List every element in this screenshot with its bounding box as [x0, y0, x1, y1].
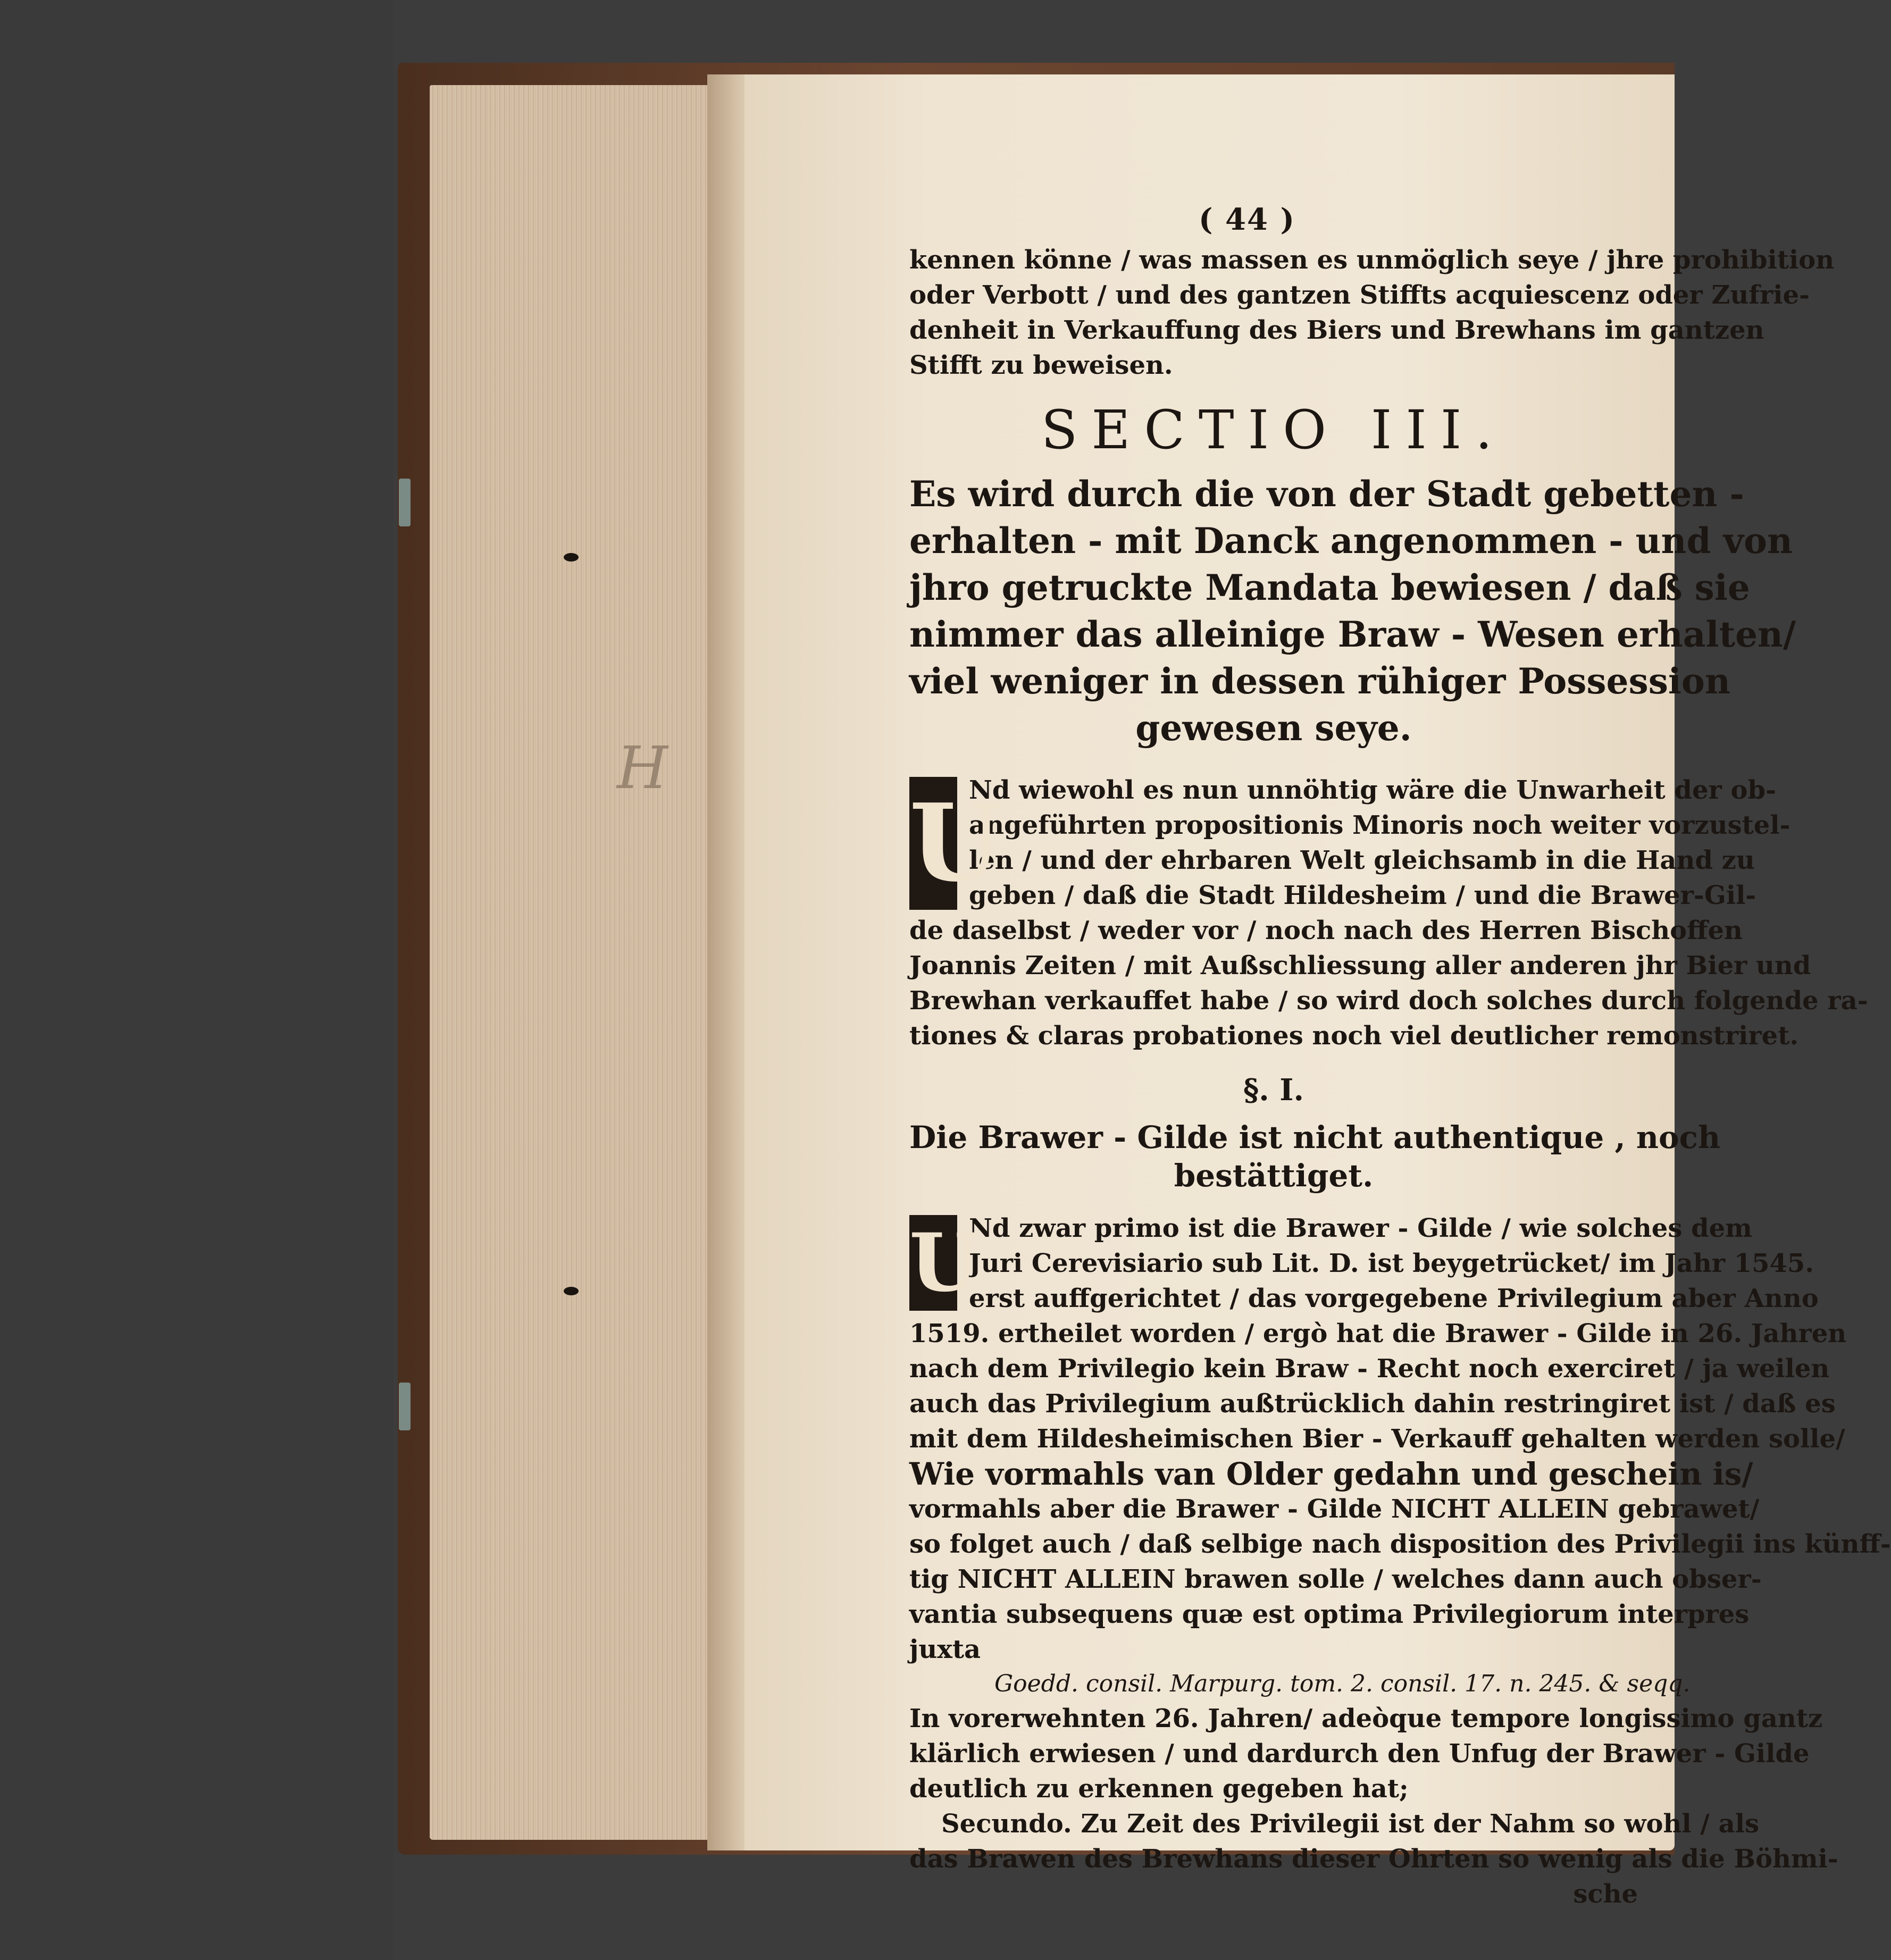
- background-surface: [0, 0, 394, 1960]
- text-line: Secundo. Zu Zeit des Privilegii ist der Nahm so wohl / als: [941, 1809, 1759, 1839]
- text-line: Stifft zu beweisen.: [909, 350, 1173, 380]
- section-title: SECTIO III.: [1041, 399, 1507, 461]
- text-line: sche: [1573, 1879, 1638, 1909]
- heading-line: gewesen seye.: [1135, 707, 1412, 749]
- subsection-label: §. I.: [1243, 1073, 1304, 1108]
- paragraph-2: [909, 1211, 1891, 1667]
- heading-line: erhalten - mit Danck angenommen - und von: [909, 520, 1793, 562]
- text-line: geben / daß die Stadt Hildesheim / und die Brawer-Gil-: [969, 881, 1756, 910]
- text-line: denheit in Verkauffung des Biers und Brewhans im gantzen: [909, 315, 1764, 345]
- text-line: Nd wiewohl es nun unnöhtig wäre die Unwarheit der ob-: [969, 775, 1777, 805]
- text-line: mit dem Hildesheimischen Bier - Verkauff gehalten werden solle/: [909, 1424, 1845, 1454]
- text-line: klärlich erwiesen / und dardurch den Unfug der Brawer - Gilde: [909, 1739, 1810, 1769]
- text-line: so folget auch / daß selbige nach disposition des Privilegii ins künff-: [909, 1529, 1891, 1559]
- citation: Goedd. consil. Marpurg. tom. 2. consil. 17. n. 245. & seqq.: [994, 1670, 1691, 1697]
- heading-line: jhro getruckte Mandata bewiesen / daß sie: [909, 567, 1750, 608]
- text-line: de daselbst / weder vor / noch nach des Herren Bischoffen: [909, 916, 1743, 945]
- clasp-hinge: [399, 479, 411, 526]
- margin-handwriting: H: [617, 734, 668, 802]
- text-line: oder Verbott / und des gantzen Stiffts acquiescenz oder Zufrie-: [909, 280, 1810, 310]
- ink-mark: [564, 1287, 579, 1295]
- text-line: Joannis Zeiten / mit Außschliessung aller anderen jhr Bier und: [909, 951, 1811, 981]
- text-line: Nd zwar primo ist die Brawer - Gilde / wie solches dem: [969, 1213, 1752, 1243]
- paragraph-3: [909, 1701, 1838, 1912]
- clasp-hinge: [399, 1383, 411, 1430]
- text-line: juxta: [909, 1635, 981, 1664]
- text-line: erst auffgerichtet / das vorgegebene Privilegium aber Anno: [969, 1284, 1819, 1313]
- paragraph-lines: [909, 773, 1790, 913]
- heading-line: viel weniger in dessen rühiger Possession: [909, 660, 1730, 702]
- section-heading: [909, 471, 1796, 751]
- text-line: In vorerwehnten 26. Jahren/ adeòque tempore longissimo gantz: [909, 1704, 1823, 1733]
- page-number-header: ( 44 ): [1199, 202, 1295, 237]
- text-line: deutlich zu erkennen gegeben hat;: [909, 1774, 1409, 1804]
- ink-mark: [564, 553, 579, 562]
- heading-line: Es wird durch die von der Stadt gebetten -: [909, 473, 1744, 515]
- text-line: 1519. ertheilet worden / ergò hat die Brawer - Gilde in 26. Jahren: [909, 1319, 1847, 1348]
- drop-cap-initial: U: [909, 1216, 979, 1310]
- text-line: das Brawen des Brewhans dieser Ohrten so wenig als die Böhmi-: [909, 1844, 1838, 1874]
- heading-line: Die Brawer - Gilde ist nicht authentique , noch: [909, 1119, 1721, 1155]
- paragraph-lines: [909, 1211, 1819, 1316]
- text-line: vantia subsequens quæ est optima Privilegiorum interpres: [909, 1599, 1750, 1629]
- text-line: Juri Cerevisiario sub Lit. D. ist beygetrücket/ im Jahr 1545.: [969, 1249, 1814, 1278]
- intro-paragraph: [909, 242, 1835, 383]
- page-block-edge: [430, 85, 727, 1840]
- text-line: nach dem Privilegio kein Braw - Recht noch exerciret / ja weilen: [909, 1354, 1830, 1384]
- heading-line: bestättiget.: [1174, 1158, 1374, 1194]
- text-line: kennen könne / was massen es unmöglich seye / jhre prohibition: [909, 245, 1835, 275]
- heading-line: nimmer das alleinige Braw - Wesen erhalten/: [909, 614, 1796, 655]
- text-line: angeführten propositionis Minoris noch weiter vorzustel-: [969, 810, 1790, 840]
- text-line: tig NICHT ALLEIN brawen solle / welches dann auch obser-: [909, 1564, 1762, 1594]
- page-text: [909, 202, 1891, 1912]
- text-line: tiones & claras probationes noch viel deutlicher remonstriret.: [909, 1021, 1799, 1051]
- paragraph-1: [909, 773, 1868, 1053]
- drop-cap-initial: U: [909, 777, 957, 910]
- text-line: vormahls aber die Brawer - Gilde NICHT ALLEIN gebrawet/: [909, 1494, 1760, 1524]
- text-line: auch das Privilegium außtrücklich dahin restringiret ist / daß es: [909, 1389, 1836, 1419]
- text-line: len / und der ehrbaren Welt gleichsamb in die Hand zu: [969, 845, 1755, 875]
- subsection-heading: [909, 1118, 1721, 1195]
- text-line: Brewhan verkauffet habe / so wird doch solches durch folgende ra-: [909, 986, 1868, 1016]
- text-line: Wie vormahls van Older gedahn und geschein is/: [909, 1456, 1753, 1492]
